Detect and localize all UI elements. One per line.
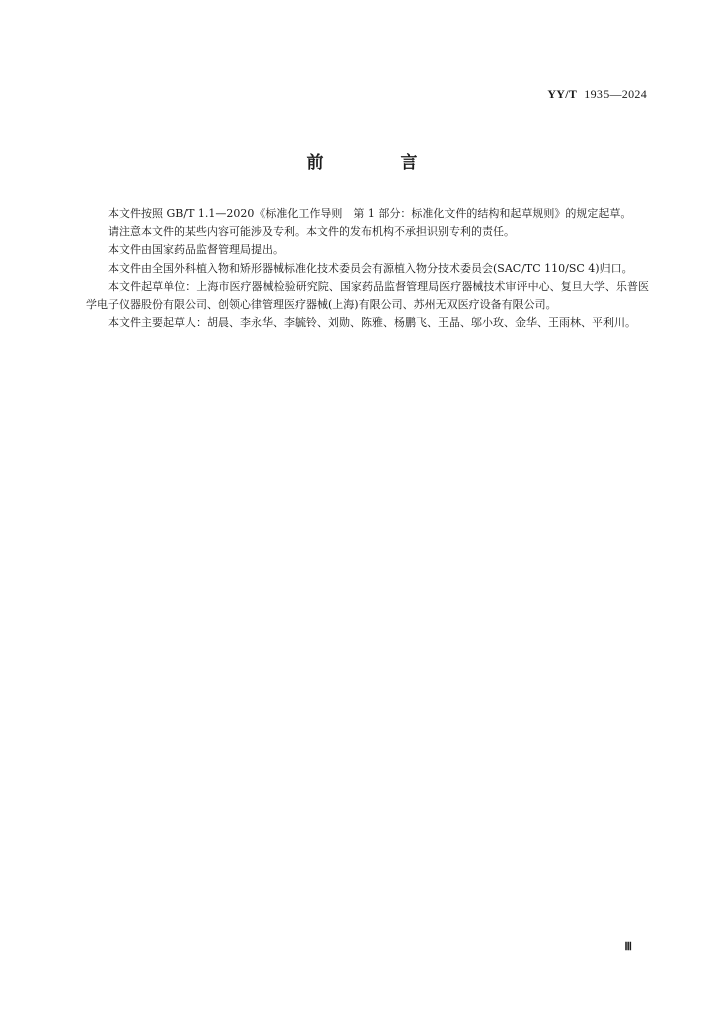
paragraph-technical-committee: 本文件由全国外科植入物和矫形器械标准化技术委员会有源植入物分技术委员会(SAC/TC 110/SC 4)归口。 [108,261,633,275]
paragraph-drafting-organizations: 本文件起草单位：上海市医疗器械检验研究院、国家药品监督管理局医疗器械技术审评中心、复旦大学、乐普医学电子仪器股份有限公司、创领心律管理医疗器械(上海)有限公司、苏州无双医疗设备有限公司。 [86,279,649,312]
page-title: 前 言 [306,153,448,173]
standard-number-header [547,87,647,102]
standard-id: 1935—2024 [584,87,647,101]
paragraph-patent-notice: 请注意本文件的某些内容可能涉及专利。本文件的发布机构不承担识别专利的责任。 [108,225,515,239]
paragraph-drafting-rules: 本文件按照 GB/T 1.1—2020《标准化工作导则 第 1 部分：标准化文件的结构和起草规则》的规定起草。 [108,207,632,220]
standard-code: YY/T [547,87,577,101]
page-number: Ⅲ [624,941,632,953]
paragraph-proposer: 本文件由国家药品监督管理局提出。 [108,243,284,257]
foreword-body [86,205,649,332]
paragraph-main-drafters: 本文件主要起草人：胡晨、李永华、李毓铃、刘勋、陈雅、杨鹏飞、王晶、邬小玫、金华、王雨林、平利川。 [108,316,636,330]
